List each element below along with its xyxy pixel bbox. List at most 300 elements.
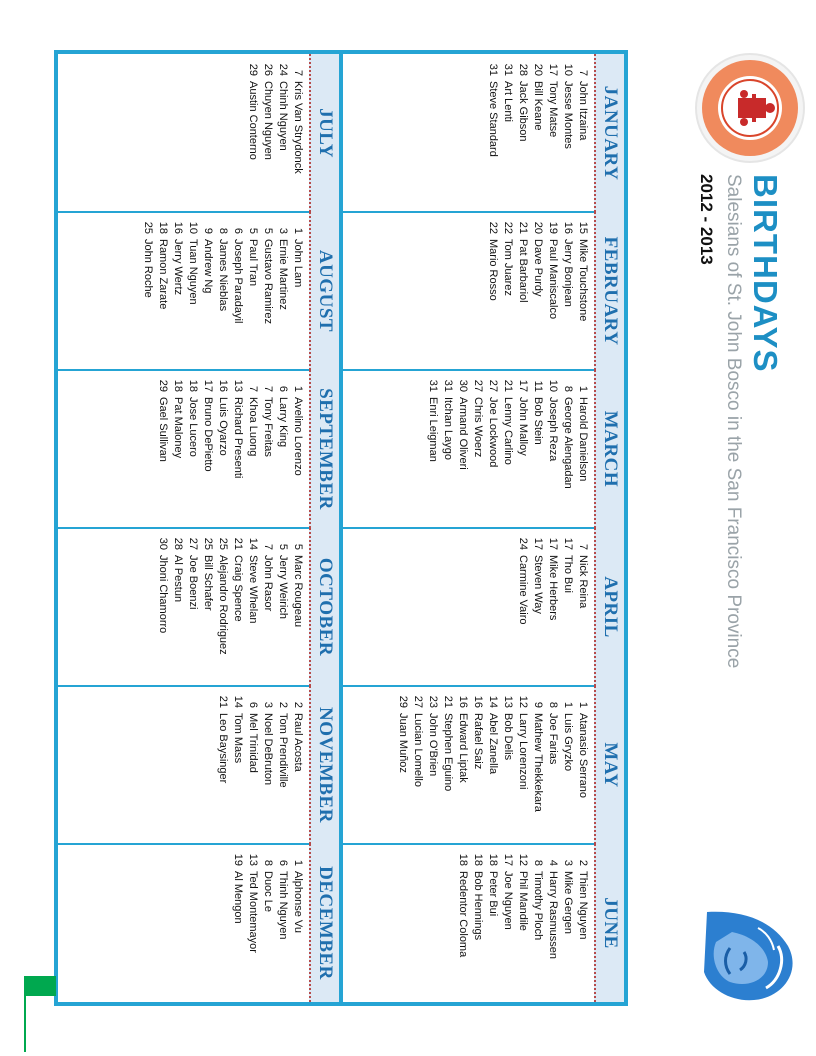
birthday-day: 18 (157, 221, 169, 234)
birthday-day: 31 (427, 379, 439, 392)
birthday-entry (200, 532, 215, 686)
birthday-name: Jose Lucero (187, 397, 199, 457)
birthday-name: Thinh Nguyen (277, 871, 289, 940)
birthday-day: 17 (562, 537, 574, 550)
birthday-entry (155, 374, 170, 528)
birthday-list (140, 212, 305, 370)
birthday-entry (500, 690, 515, 844)
birthday-name: Kris Van Strydonck (292, 81, 304, 174)
birthday-name: Bill Keane (532, 81, 544, 131)
birthday-day: 14 (232, 695, 244, 708)
birthday-name: Joe Lockwood (487, 397, 499, 468)
birthday-entry (530, 374, 545, 528)
birthday-day: 16 (562, 221, 574, 234)
birthday-name: Jerry Wertz (172, 239, 184, 296)
birthday-day: 27 (187, 537, 199, 550)
birthday-name: Timothy Ploch (532, 871, 544, 941)
birthday-name: Alphonse Vu (292, 871, 304, 933)
birthday-day: 23 (427, 695, 439, 708)
birthday-day: 3 (262, 701, 274, 708)
birthday-day: 18 (172, 379, 184, 392)
birthday-name: Abel Zanella (487, 713, 499, 775)
month-block-august (58, 212, 339, 370)
birthday-name: Joe Nguyen (502, 871, 514, 930)
birthday-day: 7 (262, 543, 274, 550)
birthday-name: John Rasor (262, 555, 274, 612)
birthday-name: Al Mengon (232, 871, 244, 924)
birthday-day: 6 (247, 701, 259, 708)
birthday-day: 18 (472, 853, 484, 866)
birthday-entry (410, 690, 425, 844)
birthday-entry (275, 690, 290, 844)
birthday-entry (530, 216, 545, 370)
birthday-entry (560, 690, 575, 844)
birthday-entry (275, 216, 290, 370)
birthday-list (485, 54, 590, 212)
birthday-name: Bruno DePietto (202, 397, 214, 472)
birthday-entry (230, 374, 245, 528)
month-block-november (58, 686, 339, 844)
birthday-name: Enri Leigman (427, 397, 439, 462)
birthday-day: 12 (517, 695, 529, 708)
birthday-entry (455, 690, 470, 844)
birthday-name: Dave Purdy (532, 239, 544, 297)
birthday-entry (470, 848, 485, 1002)
birthday-entry (500, 374, 515, 528)
birthday-entry (170, 374, 185, 528)
birthday-day: 17 (202, 379, 214, 392)
birthday-entry (260, 532, 275, 686)
birthday-day: 8 (262, 859, 274, 866)
birthday-entry (515, 58, 530, 212)
birthday-day: 18 (487, 853, 499, 866)
birthday-name: Nick Reina (577, 555, 589, 609)
birthday-day: 21 (217, 695, 229, 708)
birthday-day: 10 (187, 221, 199, 234)
birthday-entry (470, 374, 485, 528)
birthday-name: Paul Maniscalco (547, 239, 559, 320)
birthday-day: 14 (247, 537, 259, 550)
birthday-day: 20 (532, 221, 544, 234)
birthday-list (155, 370, 305, 528)
birthday-name: Austin Conterno (247, 81, 259, 160)
birthday-day: 13 (232, 379, 244, 392)
birthday-name: Lucian Lomello (412, 713, 424, 787)
birthday-day: 7 (292, 69, 304, 76)
birthday-day: 6 (277, 859, 289, 866)
birthday-entry (275, 848, 290, 1002)
month-block-september (58, 370, 339, 528)
birthday-entry (245, 374, 260, 528)
birthday-day: 2 (277, 701, 289, 708)
birthday-day: 29 (397, 695, 409, 708)
birthday-name: Raul Acosta (292, 713, 304, 772)
birthday-entry (425, 374, 440, 528)
birthday-day: 1 (577, 701, 589, 708)
salesians-seal-logo (694, 52, 806, 164)
birthday-day: 3 (562, 859, 574, 866)
birthday-entry (185, 374, 200, 528)
birthday-day: 21 (232, 537, 244, 550)
birthday-day: 8 (562, 385, 574, 392)
birthday-entry (560, 58, 575, 212)
birthday-day: 29 (157, 379, 169, 392)
birthday-list (485, 212, 590, 370)
birthday-day: 24 (277, 63, 289, 76)
birthday-entry (275, 374, 290, 528)
month-title: OCTOBER (309, 528, 339, 686)
birthday-name: Bob Delis (502, 713, 514, 761)
birthday-entry (485, 848, 500, 1002)
birthday-name: Carmine Vairo (517, 555, 529, 625)
birthday-day: 21 (517, 221, 529, 234)
birthday-day: 16 (472, 695, 484, 708)
footer-green-block (26, 976, 56, 996)
birthday-entry (260, 848, 275, 1002)
birthday-list (455, 844, 590, 1002)
birthday-name: Mario Rosso (487, 239, 499, 301)
birthday-day: 6 (232, 227, 244, 234)
birthday-name: Joseph Paradayil (232, 239, 244, 324)
birthday-entry (245, 58, 260, 212)
birthday-entry (260, 216, 275, 370)
birthday-day: 7 (577, 69, 589, 76)
birthday-name: Khoa Luong (247, 397, 259, 457)
birthday-name: John Lam (292, 239, 304, 288)
birthday-name: Jhoni Chamorro (157, 555, 169, 634)
birthday-name: Tom Juarez (502, 239, 514, 296)
birthday-day: 19 (232, 853, 244, 866)
birthday-day: 7 (262, 385, 274, 392)
birthday-day: 17 (547, 63, 559, 76)
birthday-name: Tony Freitas (262, 397, 274, 457)
birthday-day: 26 (262, 63, 274, 76)
birthday-day: 8 (547, 701, 559, 708)
birthday-list (425, 370, 590, 528)
month-title: APRIL (594, 528, 624, 686)
birthday-entry (485, 216, 500, 370)
birthday-day: 1 (292, 227, 304, 234)
month-block-january (343, 54, 624, 212)
birthday-entry (170, 216, 185, 370)
birthday-day: 18 (457, 853, 469, 866)
birthday-name: Luis Gryzko (562, 713, 574, 772)
birthday-day: 8 (532, 859, 544, 866)
birthday-name: Tony Matse (547, 81, 559, 138)
birthday-name: Ernie Martinez (277, 239, 289, 310)
birthday-day: 24 (517, 537, 529, 550)
birthday-entry (275, 532, 290, 686)
birthday-day: 17 (547, 537, 559, 550)
birthday-name: Mike Touchstone (577, 239, 589, 322)
birthday-entry (245, 690, 260, 844)
birthday-day: 31 (442, 379, 454, 392)
birthday-entry (215, 690, 230, 844)
birthday-day: 25 (142, 221, 154, 234)
birthday-name: Peter Bui (487, 871, 499, 917)
birthday-name: Jerry Bonjean (562, 239, 574, 307)
birthday-entry (545, 532, 560, 686)
birthday-name: Thien Nguyen (577, 871, 589, 940)
birthday-entry (215, 216, 230, 370)
birthday-entry (485, 374, 500, 528)
birthday-entry (230, 532, 245, 686)
birthday-day: 15 (577, 221, 589, 234)
birthday-day: 1 (577, 385, 589, 392)
birthday-entry (155, 532, 170, 686)
birthday-day: 7 (577, 543, 589, 550)
birthday-name: Phil Mandile (517, 871, 529, 931)
birthday-name: Mathew Thekkekara (532, 713, 544, 812)
birthday-name: Harry Rasmussen (547, 871, 559, 960)
birthday-day: 9 (532, 701, 544, 708)
birthday-entry (395, 690, 410, 844)
birthday-name: Bob Stein (532, 397, 544, 445)
page-title: BIRTHDAYS (747, 174, 784, 373)
birthday-list (215, 686, 305, 844)
birthday-entry (185, 532, 200, 686)
birthday-day: 28 (517, 63, 529, 76)
birthday-name: Steve Standard (487, 81, 499, 157)
birthday-day: 2 (577, 859, 589, 866)
birthday-name: John Roche (142, 239, 154, 298)
birthday-day: 18 (187, 379, 199, 392)
birthday-entry (545, 374, 560, 528)
birthday-day: 29 (247, 63, 259, 76)
birthday-name: Noel DeBruton (262, 713, 274, 786)
birthday-name: Marc Rougeau (292, 555, 304, 628)
birthday-entry (455, 848, 470, 1002)
birthday-list (155, 528, 305, 686)
birthday-name: Lenny Carlino (502, 397, 514, 465)
birthday-day: 5 (262, 227, 274, 234)
birthday-day: 31 (502, 63, 514, 76)
birthday-entry (260, 690, 275, 844)
birthday-name: George Alengadan (562, 397, 574, 489)
month-block-february (343, 212, 624, 370)
birthday-entry (200, 216, 215, 370)
birthday-entry (560, 374, 575, 528)
birthday-entry (260, 58, 275, 212)
birthday-name: Rafael Saiz (472, 713, 484, 770)
birthday-list (245, 54, 305, 212)
birthday-day: 5 (292, 543, 304, 550)
birthday-entry (290, 374, 305, 528)
birthday-entry (230, 690, 245, 844)
birthday-day: 12 (517, 853, 529, 866)
month-title: AUGUST (309, 212, 339, 370)
birthday-day: 7 (247, 385, 259, 392)
birthday-entry (215, 532, 230, 686)
birthday-day: 16 (217, 379, 229, 392)
birthday-entry (470, 690, 485, 844)
birthday-day: 8 (217, 227, 229, 234)
birthday-entry (530, 690, 545, 844)
birthday-entry (560, 532, 575, 686)
birthday-day: 25 (202, 537, 214, 550)
birthday-entry (455, 374, 470, 528)
birthday-entry (170, 532, 185, 686)
birthday-list (395, 686, 590, 844)
month-block-july (58, 54, 339, 212)
birthday-name: Tho Bui (562, 555, 574, 593)
birthday-list (515, 528, 590, 686)
month-block-march (343, 370, 624, 528)
birthday-name: Andrew Ng (202, 239, 214, 294)
birthday-entry (290, 690, 305, 844)
birthday-name: Itchan Laygo (442, 397, 454, 460)
birthday-name: Al Pestun (172, 555, 184, 603)
month-title: DECEMBER (309, 844, 339, 1002)
birthday-day: 22 (487, 221, 499, 234)
birthday-entry (500, 58, 515, 212)
birthday-day: 21 (442, 695, 454, 708)
birthday-day: 1 (292, 385, 304, 392)
birthday-day: 27 (412, 695, 424, 708)
month-title: MARCH (594, 370, 624, 528)
birthday-entry (575, 848, 590, 1002)
birthday-name: Alejandro Rodriguez (217, 555, 229, 655)
birthday-entry (440, 690, 455, 844)
birthday-day: 10 (547, 379, 559, 392)
birthday-day: 30 (157, 537, 169, 550)
birthday-entry (230, 848, 245, 1002)
birthday-name: Duoc Le (262, 871, 274, 912)
birthday-entry (185, 216, 200, 370)
month-block-april (343, 528, 624, 686)
birthday-entry (575, 532, 590, 686)
birthday-day: 2 (292, 701, 304, 708)
birthday-day: 11 (532, 380, 544, 392)
month-block-june (343, 844, 624, 1002)
birthday-day: 21 (502, 379, 514, 392)
birthday-day: 25 (217, 537, 229, 550)
birthday-name: Larry Lorenzoni (517, 713, 529, 790)
birthday-entry (275, 58, 290, 212)
birthday-name: Paul Tran (247, 239, 259, 287)
birthday-entry (530, 58, 545, 212)
page-years: 2012 - 2013 (697, 174, 716, 265)
birthday-day: 9 (202, 227, 214, 234)
birthday-name: Joseph Reza (547, 397, 559, 462)
birthday-day: 16 (457, 695, 469, 708)
month-title: SEPTEMBER (309, 370, 339, 528)
birthday-entry (245, 216, 260, 370)
birthday-day: 31 (487, 63, 499, 76)
birthday-name: Bill Schafer (202, 555, 214, 611)
calendar-frame (54, 50, 628, 1006)
birthday-name: Jack Gibson (517, 81, 529, 142)
birthday-entry (485, 58, 500, 212)
birthday-name: Art Lenti (502, 81, 514, 122)
month-title: JANUARY (594, 54, 624, 212)
birthday-day: 13 (502, 695, 514, 708)
birthday-name: Pat Maloney (172, 397, 184, 459)
month-title: JUNE (594, 844, 624, 1002)
birthday-name: Joe Farias (547, 713, 559, 765)
birthday-day: 17 (502, 853, 514, 866)
birthday-name: Jesse Montes (562, 81, 574, 149)
birthday-entry (230, 216, 245, 370)
birthday-entry (155, 216, 170, 370)
birthday-name: John O'Brien (427, 713, 439, 777)
birthday-name: Edward Liptak (457, 713, 469, 783)
birthday-name: Juan Muñoz (397, 713, 409, 773)
birthday-name: Chinh Nguyen (277, 81, 289, 151)
birthday-day: 17 (532, 537, 544, 550)
birthday-entry (200, 374, 215, 528)
birthday-name: Luis Oyarzo (217, 397, 229, 456)
birthday-name: Jerry Weirich (277, 555, 289, 619)
birthday-day: 5 (247, 227, 259, 234)
birthday-entry (515, 848, 530, 1002)
birthday-name: Armand Oliveri (457, 397, 469, 470)
birthday-name: Chuyen Nguyen (262, 81, 274, 160)
birthday-entry (290, 216, 305, 370)
birthday-name: Harold Danielson (577, 397, 589, 482)
birthday-day: 22 (502, 221, 514, 234)
birthday-entry (575, 374, 590, 528)
birthday-day: 13 (247, 853, 259, 866)
birthday-entry (290, 848, 305, 1002)
birthday-entry (515, 690, 530, 844)
birthday-day: 4 (547, 859, 559, 866)
birthday-entry (545, 848, 560, 1002)
birthday-name: Larry King (277, 397, 289, 448)
birthday-name: Richard Presenti (232, 397, 244, 479)
birthday-name: Redentor Coloma (457, 871, 469, 958)
birthday-list (230, 844, 305, 1002)
birthday-entry (530, 848, 545, 1002)
month-title: JULY (309, 54, 339, 212)
birthday-entry (515, 216, 530, 370)
birthday-entry (560, 216, 575, 370)
birthday-name: Gael Sullivan (157, 397, 169, 462)
birthday-name: Atanasio Serrano (577, 713, 589, 798)
birthday-entry (545, 216, 560, 370)
month-block-october (58, 528, 339, 686)
birthday-name: Mike Herbers (547, 555, 559, 621)
birthday-entry (575, 216, 590, 370)
birthday-day: 19 (547, 221, 559, 234)
birthday-name: Tom Mass (232, 713, 244, 764)
don-bosco-portrait-icon (698, 902, 802, 1006)
birthday-entry (260, 374, 275, 528)
birthday-name: Avelino Lorenzo (292, 397, 304, 476)
birthday-day: 17 (517, 379, 529, 392)
birthday-name: Pat Barbariol (517, 239, 529, 303)
birthday-entry (500, 848, 515, 1002)
month-title: NOVEMBER (309, 686, 339, 844)
birthday-day: 1 (292, 859, 304, 866)
birthday-day: 3 (277, 227, 289, 234)
birthday-day: 27 (472, 379, 484, 392)
birthday-name: Tom Prendiville (277, 713, 289, 788)
birthday-day: 10 (562, 63, 574, 76)
month-title: MAY (594, 686, 624, 844)
birthday-name: Bob Hennings (472, 871, 484, 941)
birthday-entry (485, 690, 500, 844)
birthday-name: Steve Whelan (247, 555, 259, 624)
birthday-name: Joe Boenzi (187, 555, 199, 610)
birthday-entry (290, 58, 305, 212)
birthday-name: Stephen Eguino (442, 713, 454, 792)
birthday-entry (530, 532, 545, 686)
birthday-entry (425, 690, 440, 844)
birthday-name: Mel Trinidad (247, 713, 259, 773)
birthday-name: Chris Woerz (472, 397, 484, 458)
birthday-entry (545, 690, 560, 844)
